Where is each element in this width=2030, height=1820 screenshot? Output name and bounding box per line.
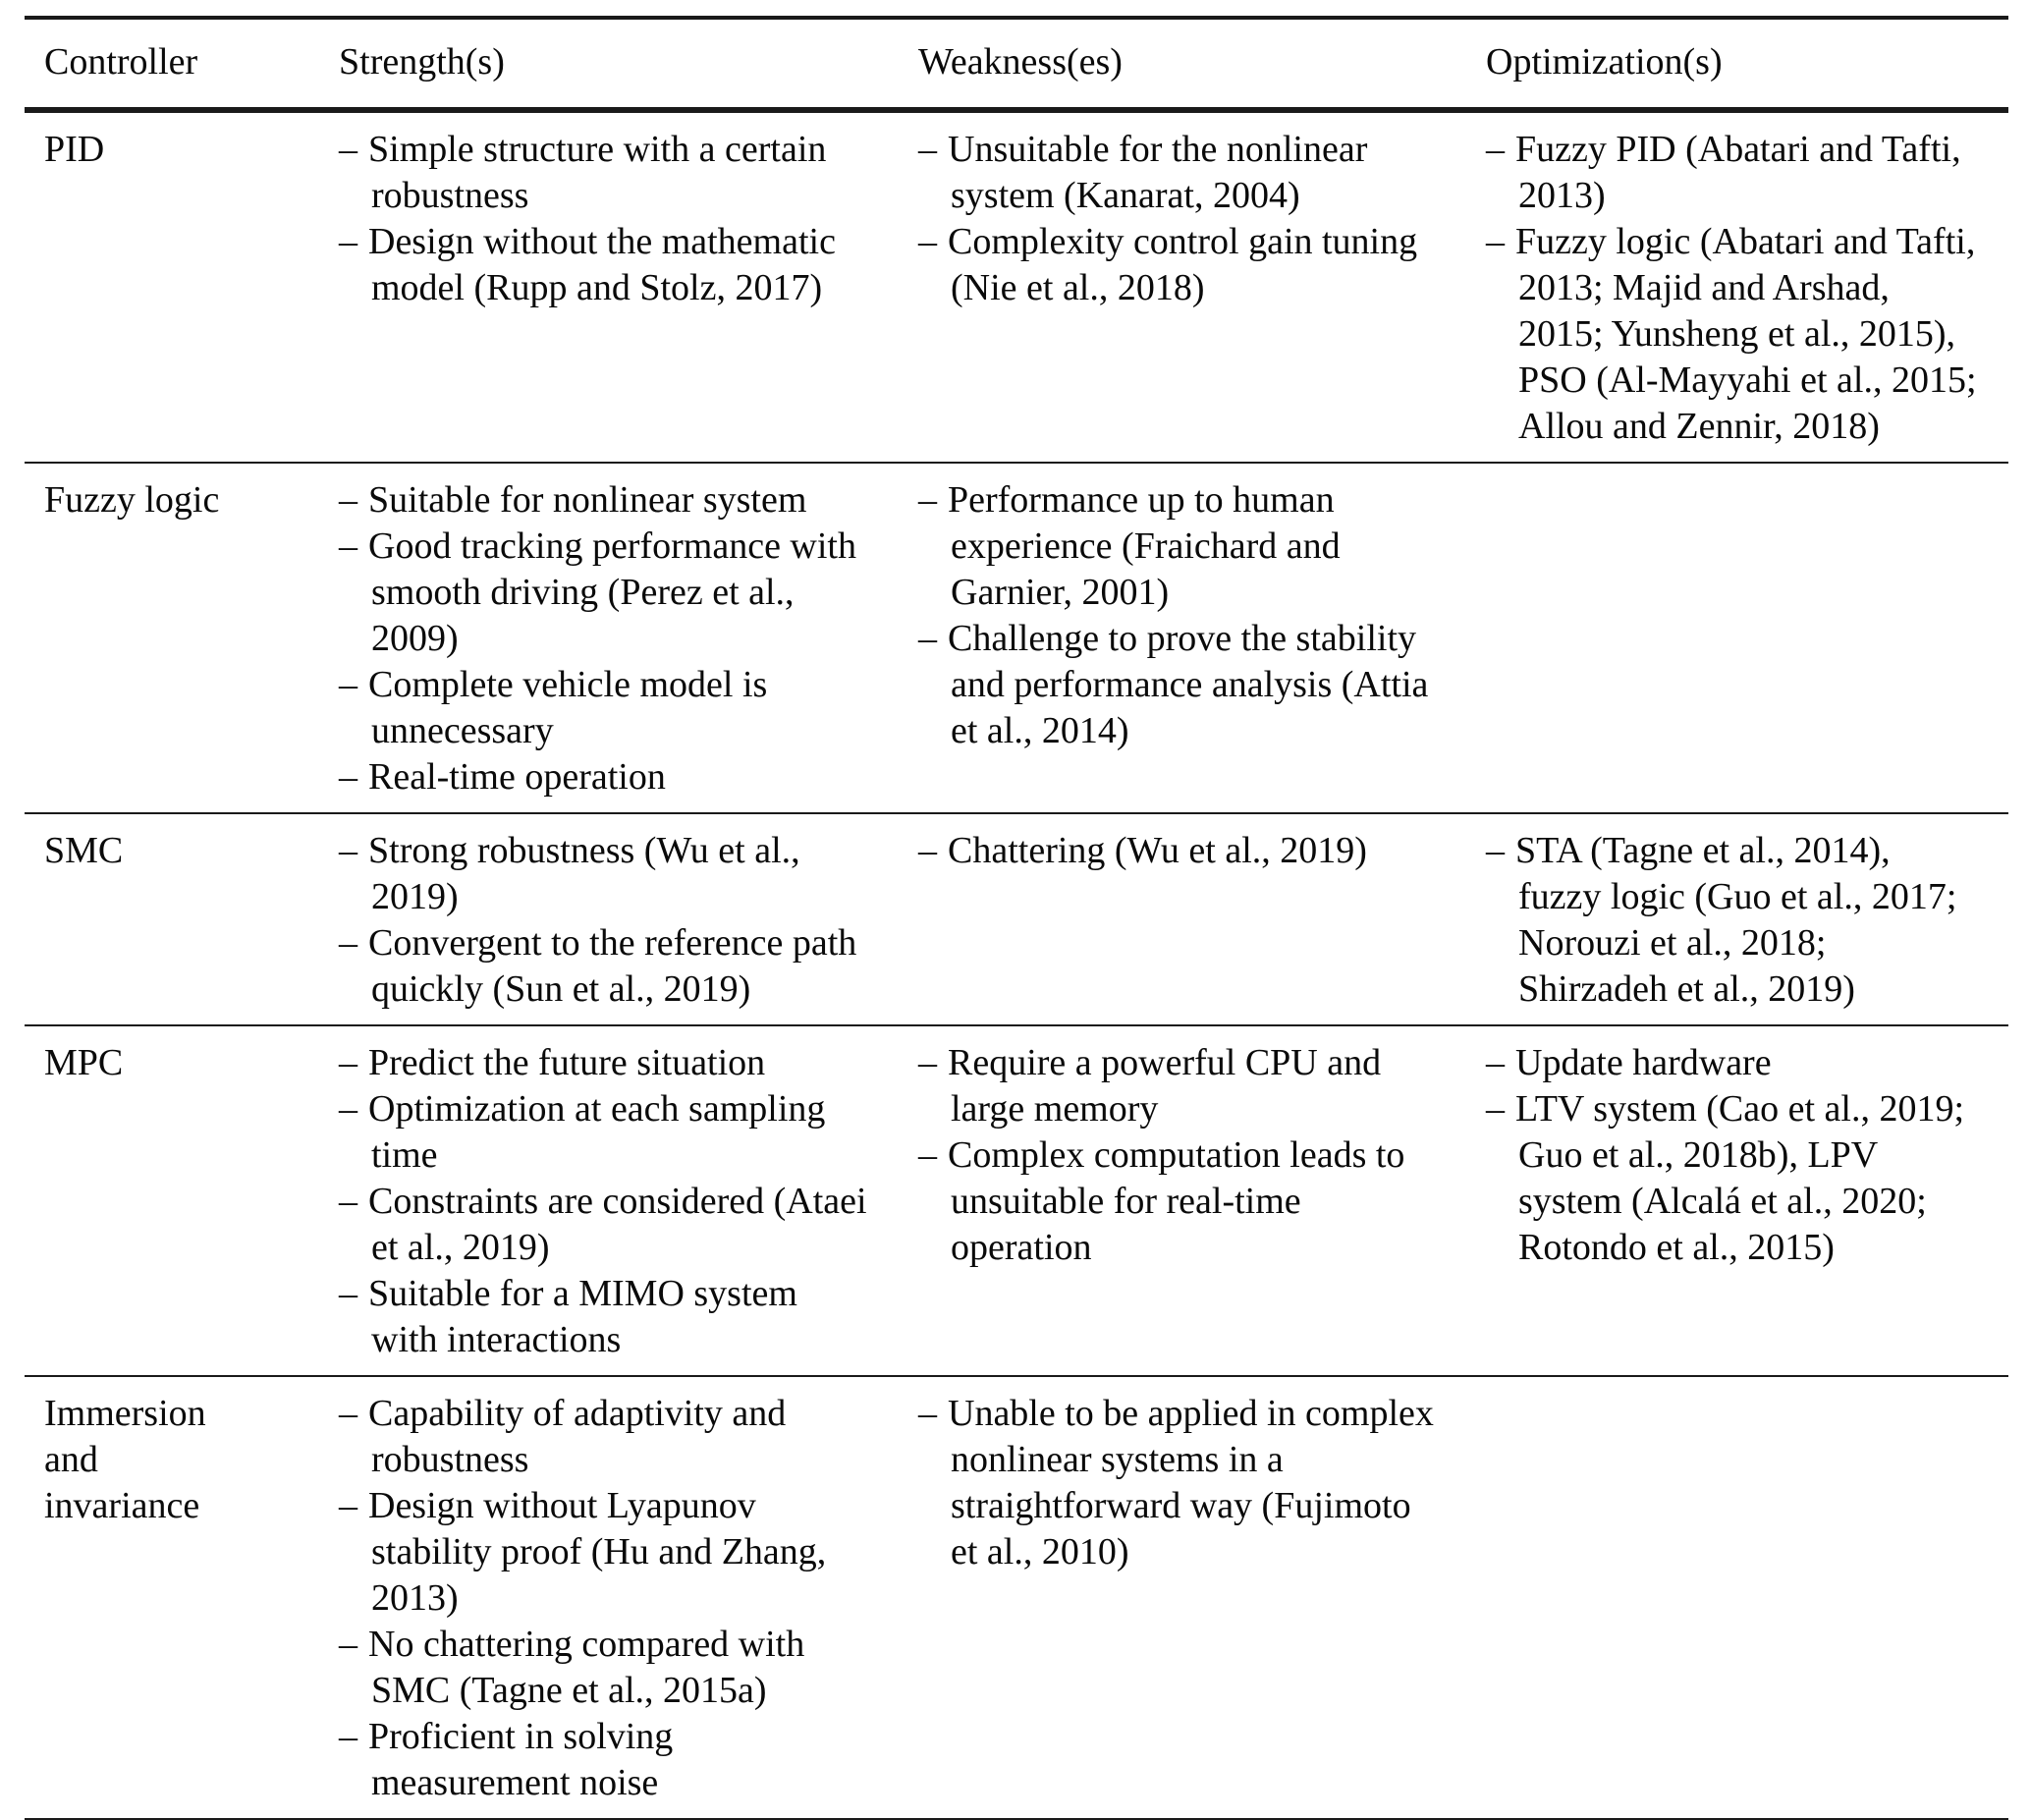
bullet-item (918, 477, 1437, 616)
bullet-item (339, 828, 869, 920)
dash-marker: – (339, 129, 357, 170)
bullet-text: Predict the future situation (368, 1042, 766, 1083)
dash-marker: – (1486, 221, 1505, 262)
bullet-text: Convergent to the reference path quickly (Sun et al., 2019) (368, 922, 857, 1010)
bullet-text: STA (Tagne et al., 2014), fuzzy logic (Guo et al., 2017; Norouzi et al., 2018; Shirzadeh et al., 2019) (1515, 830, 1957, 1010)
bullet-text: Complete vehicle model is unnecessary (368, 664, 768, 751)
strengths-cell (319, 814, 899, 1024)
bullet-item (339, 127, 869, 219)
weaknesses-cell (899, 814, 1466, 1024)
bullet-text: Constraints are considered (Ataei et al., 2019) (368, 1181, 867, 1268)
bullet-item (339, 524, 869, 662)
dash-marker: – (1486, 129, 1505, 170)
weaknesses-cell (899, 1026, 1466, 1375)
bullet-item (918, 616, 1437, 754)
dash-marker: – (339, 221, 357, 262)
bullet-text: Challenge to prove the stability and performance analysis (Attia et al., 2014) (948, 618, 1429, 751)
dash-marker: – (918, 1393, 937, 1434)
bullet-item (918, 1391, 1437, 1575)
dash-marker: – (339, 1181, 357, 1222)
dash-marker: – (339, 1716, 357, 1757)
strengths-cell (319, 113, 899, 462)
dash-marker: – (339, 1485, 357, 1526)
bullet-text: Design without the mathematic model (Rupp and Stolz, 2017) (368, 221, 836, 308)
dash-marker: – (918, 1134, 937, 1176)
controller-cell: MPC (44, 1042, 124, 1083)
table-row-mpc (25, 1024, 2008, 1375)
bullet-item (339, 1622, 869, 1714)
bullet-item (1486, 1086, 1979, 1271)
bullet-item (1486, 1040, 1979, 1086)
bullet-text: Proficient in solving measurement noise (368, 1716, 674, 1803)
dash-marker: – (339, 479, 357, 521)
bullet-item (339, 1040, 869, 1086)
optimizations-cell (1466, 1377, 2008, 1818)
weaknesses-cell (899, 1377, 1466, 1818)
bullet-text: Design without Lyapunov stability proof (Hu and Zhang, 2013) (368, 1485, 827, 1619)
dash-marker: – (339, 830, 357, 871)
dash-marker: – (1486, 830, 1505, 871)
bullet-text: Complexity control gain tuning (Nie et al., 2018) (948, 221, 1418, 308)
strengths-cell (319, 1026, 899, 1375)
dash-marker: – (339, 664, 357, 705)
bullet-item (918, 1040, 1437, 1132)
controller-cell: Immersion and invariance (44, 1393, 206, 1526)
bullet-item (918, 1132, 1437, 1271)
bullet-item (339, 219, 869, 311)
bullet-text: Fuzzy logic (Abatari and Tafti, 2013; Majid and Arshad, 2015; Yunsheng et al., 2015), PSO (Al-Mayyahi et al., 2015; Allou and Zennir, 2018) (1515, 221, 1977, 447)
dash-marker: – (339, 1624, 357, 1665)
weaknesses-cell (899, 113, 1466, 462)
weaknesses-cell (899, 464, 1466, 812)
controller-comparison-table (25, 16, 2008, 1820)
bullet-item (918, 219, 1437, 311)
bullet-item (339, 1271, 869, 1363)
dash-marker: – (339, 1273, 357, 1314)
dash-marker: – (339, 1042, 357, 1083)
dash-marker: – (339, 922, 357, 964)
bullet-text: Good tracking performance with smooth driving (Perez et al., 2009) (368, 525, 856, 659)
header-weaknesses: Weakness(es) (918, 41, 1123, 83)
controller-cell: PID (44, 129, 105, 170)
bullet-item (1486, 219, 1979, 450)
bullet-text: Update hardware (1515, 1042, 1772, 1083)
dash-marker: – (1486, 1088, 1505, 1130)
bullet-item (918, 828, 1437, 874)
dash-marker: – (339, 756, 357, 798)
bullet-item (339, 1714, 869, 1806)
dash-marker: – (918, 221, 937, 262)
optimizations-cell (1466, 1026, 2008, 1375)
optimizations-cell (1466, 814, 2008, 1024)
strengths-cell (319, 1377, 899, 1818)
bullet-item (339, 754, 869, 800)
bullet-text: Strong robustness (Wu et al., 2019) (368, 830, 800, 917)
bullet-text: Optimization at each sampling time (368, 1088, 826, 1176)
dash-marker: – (918, 830, 937, 871)
table-row-immersion-invariance (25, 1375, 2008, 1818)
dash-marker: – (339, 525, 357, 567)
dash-marker: – (1486, 1042, 1505, 1083)
bullet-text: Chattering (Wu et al., 2019) (948, 830, 1367, 871)
bullet-text: Unsuitable for the nonlinear system (Kanarat, 2004) (948, 129, 1368, 216)
bullet-text: Unable to be applied in complex nonlinear systems in a straightforward way (Fujimoto et al., 2010) (948, 1393, 1434, 1572)
bullet-item (339, 662, 869, 754)
controller-cell: SMC (44, 830, 124, 871)
header-strengths: Strength(s) (339, 41, 505, 83)
bullet-item (339, 1391, 869, 1483)
bullet-text: Fuzzy PID (Abatari and Tafti, 2013) (1515, 129, 1961, 216)
header-controller: Controller (44, 41, 198, 83)
bullet-item (339, 1483, 869, 1622)
bullet-item (918, 127, 1437, 219)
bullet-text: Require a powerful CPU and large memory (948, 1042, 1382, 1130)
bullet-text: Performance up to human experience (Fraichard and Garnier, 2001) (948, 479, 1341, 613)
bullet-item (339, 1086, 869, 1179)
bullet-text: Complex computation leads to unsuitable for real-time operation (948, 1134, 1405, 1268)
bullet-text: Suitable for nonlinear system (368, 479, 807, 521)
dash-marker: – (918, 618, 937, 659)
optimizations-cell (1466, 113, 2008, 462)
dash-marker: – (339, 1088, 357, 1130)
bullet-item (339, 920, 869, 1013)
bullet-text: Capability of adaptivity and robustness (368, 1393, 787, 1480)
bullet-text: No chattering compared with SMC (Tagne et al., 2015a) (368, 1624, 805, 1711)
bullet-text: LTV system (Cao et al., 2019; Guo et al., 2018b), LPV system (Alcalá et al., 2020; Rotondo et al., 2015) (1515, 1088, 1965, 1268)
table-row-smc (25, 812, 2008, 1024)
header-optimizations: Optimization(s) (1486, 41, 1723, 83)
bullet-item (1486, 828, 1979, 1013)
dash-marker: – (918, 1042, 937, 1083)
bullet-item (339, 477, 869, 524)
bullet-item (339, 1179, 869, 1271)
dash-marker: – (918, 479, 937, 521)
optimizations-cell (1466, 464, 2008, 812)
dash-marker: – (918, 129, 937, 170)
strengths-cell (319, 464, 899, 812)
bullet-text: Simple structure with a certain robustness (368, 129, 827, 216)
bullet-text: Suitable for a MIMO system with interactions (368, 1273, 797, 1360)
table-header-row (25, 20, 2008, 111)
controller-cell: Fuzzy logic (44, 479, 220, 521)
table-row-pid (25, 111, 2008, 462)
bullet-text: Real-time operation (368, 756, 666, 798)
table-row-fuzzy-logic (25, 462, 2008, 812)
dash-marker: – (339, 1393, 357, 1434)
bullet-item (1486, 127, 1979, 219)
